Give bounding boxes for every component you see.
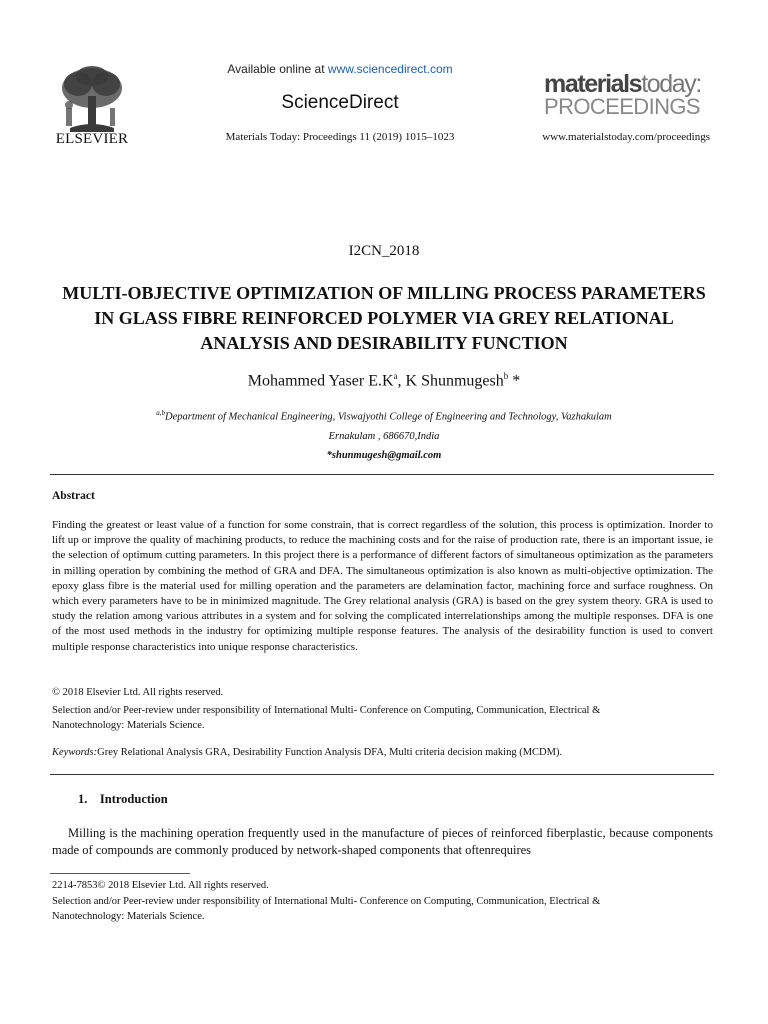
author-1: Mohammed Yaser E.K (247, 372, 394, 390)
affil-sup: a,b (156, 409, 165, 417)
author-1-affil: a (393, 371, 398, 381)
mt-logo-today: today (641, 70, 696, 98)
divider-top (50, 474, 714, 475)
corresponding-email[interactable]: *shunmugesh@gmail.com (326, 449, 442, 461)
conference-code: I2CN_2018 (348, 243, 420, 259)
author-line (0, 371, 768, 390)
elsevier-wordmark: ELSEVIER (55, 131, 129, 147)
journal-reference: Materials Today: Proceedings 11 (2019) 1015–1023 (225, 131, 455, 143)
keywords-line (52, 747, 713, 758)
author-2-affil: b (503, 371, 509, 381)
abstract-body: Finding the greatest or least value of a function for some constrain, that is correct regardless of the solution, this process is optimization. Inorder to lift up or improve the quality of machining products, to reduce the machining costs and for the raise of production rate, there is an important issue, ie the selection of optimum cutting parameters. In this project there is a performance of different factors of simultaneous optimization as the parameters in milling operation by combining the method of GRA and DFA. The simultaneous optimization is also known as multi-objective optimization. The epoxy glass fibre is the material used for milling operation and the parameters are delamination factor, machining force and surface roughness. On which every parameters have to be in minimized magnitude. The Grey relational analysis (GRA) is based on the grey system theory. GRA is used to study the relation among various attributes in a system and for solving the complicated interrelationships among the multiple responses. DFA is one of the most used methods in the industry for optimizing multiple response features. The analysis of the desirability function is used to convert multiple response characteristics into unique response characteristics. (52, 519, 713, 653)
abstract-heading: Abstract (52, 490, 95, 502)
mt-logo-proceedings: PROCEEDINGS (544, 94, 700, 119)
affil-line-2: Ernakulam , 686670,India (328, 430, 440, 442)
materials-today-url[interactable]: www.materialstoday.com/proceedings (542, 131, 710, 143)
keywords-list: Grey Relational Analysis GRA, Desirability Function Analysis DFA, Multi criteria decision making (MCDM). (97, 747, 563, 758)
affiliation-block (60, 404, 708, 465)
divider-bottom (50, 774, 714, 775)
paper-title: MULTI-OBJECTIVE OPTIMIZATION OF MILLING PROCESS PARAMETERS IN GLASS FIBRE REINFORCED POLYMER VIA GREY RELATIONAL ANALYSIS AND DESIRABILITY FUNCTION (62, 283, 706, 353)
intro-heading: 1. Introduction (78, 792, 168, 806)
mt-logo-materials: materials (544, 70, 642, 98)
abstract-peer-review: Selection and/or Peer-review under responsibility of International Multi- Conference on Computing, Communication, Electrical & Nanotechnology: Materials Science. (52, 705, 601, 731)
sciencedirect-link[interactable]: www.sciencedirect.com (327, 62, 453, 76)
affil-line-1: Department of Mechanical Engineering, Viswajyothi College of Engineering and Technology, Vazhakulam (164, 411, 612, 423)
abstract-copyright: © 2018 Elsevier Ltd. All rights reserved. (52, 687, 224, 698)
footer-issn-copyright: 2214-7853© 2018 Elsevier Ltd. All rights reserved. (52, 880, 269, 891)
intro-body: Milling is the machining operation frequently used in the manufacture of pieces of reinforced fiberplastic, because components made of compounds are commonly produced by network-shaped components that oftenrequires (52, 826, 713, 857)
materials-today-logo: materialstoday: PROCEEDINGS (544, 72, 714, 118)
footer-peer-review: Selection and/or Peer-review under responsibility of International Multi- Conference on Computing, Communication, Electrical & Nanotechnology: Materials Science. (52, 896, 601, 922)
keywords-label: Keywords: (52, 747, 98, 758)
corresponding-mark: * (508, 372, 521, 390)
footnote-rule (50, 873, 190, 874)
sciencedirect-title: ScienceDirect (281, 92, 399, 113)
available-prefix: Available online at (227, 62, 328, 76)
author-2: , K Shunmugesh (397, 372, 504, 390)
available-online-line (140, 62, 540, 76)
